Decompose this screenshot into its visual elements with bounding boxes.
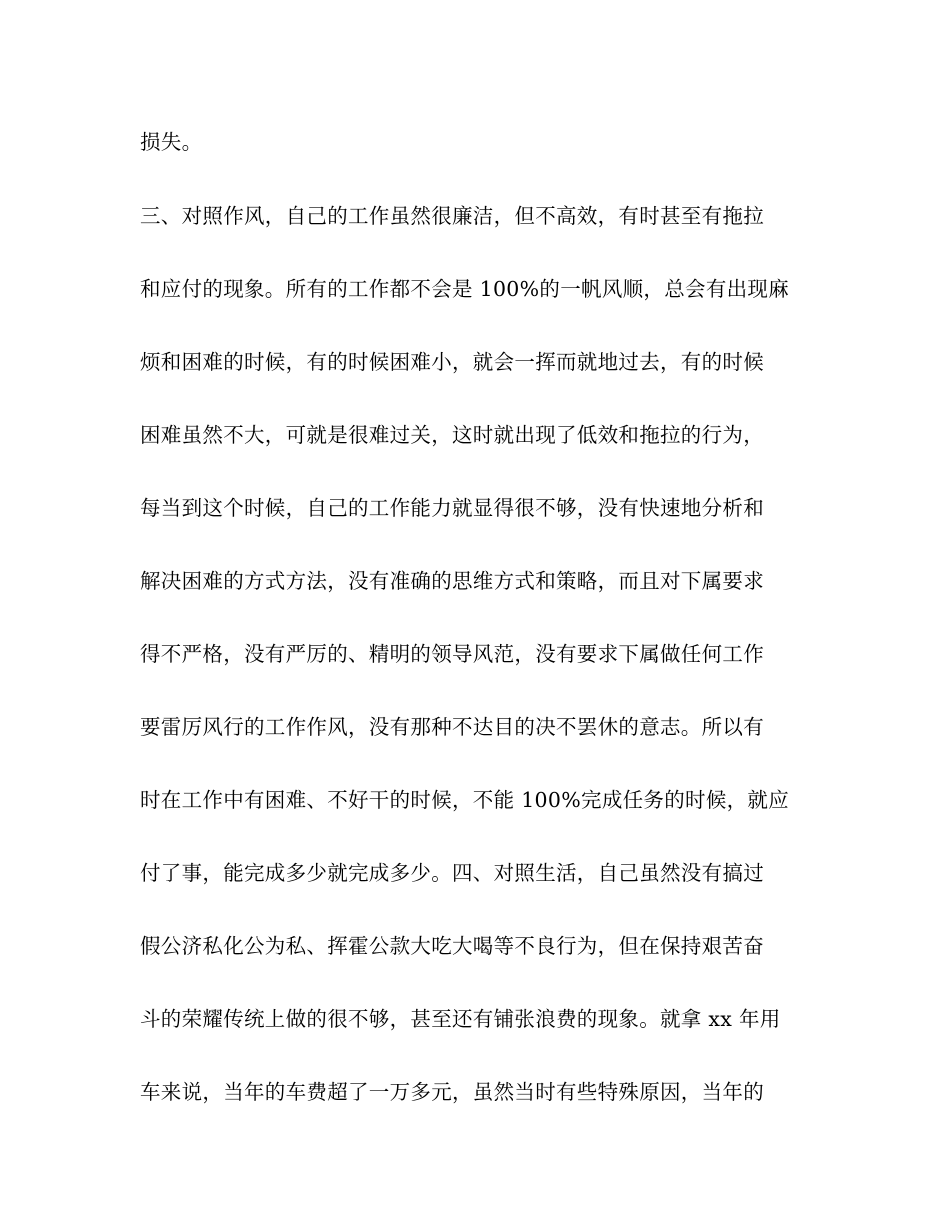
text-line: 时在工作中有困难、不好干的时候，不能 100%完成任务的时候，就应 xyxy=(140,788,790,812)
text-line: 付了事，能完成多少就完成多少。四、对照生活，自己虽然没有搞过 xyxy=(140,861,764,885)
text-line: 每当到这个时候，自己的工作能力就显得很不够，没有快速地分析和 xyxy=(140,496,764,520)
text-line: 和应付的现象。所有的工作都不会是 100%的一帆风顺，总会有出现麻 xyxy=(140,277,790,301)
text-line: 要雷厉风行的工作作风，没有那种不达目的决不罢休的意志。所以有 xyxy=(140,715,764,739)
text-line: 三、对照作风，自己的工作虽然很廉洁，但不高效，有时甚至有拖拉 xyxy=(140,204,764,228)
text-line: 车来说，当年的车费超了一万多元，虽然当时有些特殊原因，当年的 xyxy=(140,1080,764,1104)
text-line: 解决困难的方式方法，没有准确的思维方式和策略，而且对下属要求 xyxy=(140,569,764,593)
text-line: 困难虽然不大，可就是很难过关，这时就出现了低效和拖拉的行为， xyxy=(140,423,764,447)
text-line: 得不严格，没有严厉的、精明的领导风范，没有要求下属做任何工作 xyxy=(140,642,764,666)
text-line: 损失。 xyxy=(140,130,203,154)
text-line: 假公济私化公为私、挥霍公款大吃大喝等不良行为，但在保持艰苦奋 xyxy=(140,934,764,958)
text-line: 烦和困难的时候，有的时候困难小，就会一挥而就地过去，有的时候 xyxy=(140,350,764,374)
text-line: 斗的荣耀传统上做的很不够，甚至还有铺张浪费的现象。就拿 xx 年用 xyxy=(140,1007,781,1031)
